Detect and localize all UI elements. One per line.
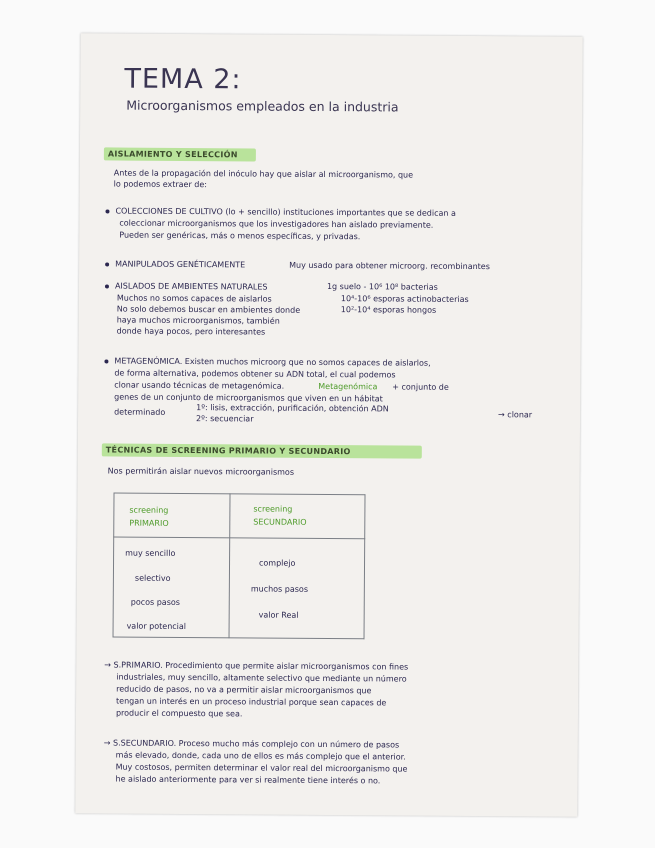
manipulados-text: Muy usado para obtener microorg. recombinantes	[289, 260, 490, 272]
metagenomica-line: de forma alternativa, podemos obtener su ADN total, el cual podemos	[114, 368, 396, 380]
screening-table	[113, 492, 366, 639]
table-cell-primario: valor potencial	[126, 621, 187, 632]
aislados-left-line: No solo debemos buscar en ambientes donde	[116, 304, 301, 315]
table-header-primario: PRIMARIO	[129, 518, 169, 528]
colecciones-line: COLECCIONES DE CULTIVO (lo + sencillo) instituciones importantes que se dedican a	[115, 206, 456, 218]
metagenomica-plus: + conjunto de	[392, 382, 449, 392]
aislados-heading: AISLADOS DE AMBIENTES NATURALES	[114, 281, 268, 292]
secundario-line: → S.SECUNDARIO. Proceso mucho más complejo con un número de pasos	[103, 738, 400, 750]
table-cell-primario: muy sencillo	[125, 548, 176, 558]
page-title: TEMA 2:	[124, 63, 242, 96]
primario-line: producir el compuesto que sea.	[115, 708, 243, 719]
section-heading-aislamiento: AISLAMIENTO Y SELECCIÓN	[107, 149, 238, 160]
table-cell-primario: selectivo	[134, 573, 171, 583]
manipulados-label: MANIPULADOS GENÉTICAMENTE	[115, 259, 246, 270]
table-header-secundario: screening	[253, 504, 293, 514]
metagenomica-step2: 2º: secuenciar	[196, 414, 254, 424]
intro-line: Antes de la propagación del inóculo hay que aislar al microorganismo, que	[113, 168, 414, 180]
table-header-secundario: SECUNDARIO	[253, 517, 307, 527]
primario-line: → S.PRIMARIO. Procedimiento que permite aislar microorganismos con fines	[104, 660, 409, 672]
secundario-line: más elevado, donde, cada uno de ellos es más complejo que el anterior.	[115, 750, 406, 762]
bullet-dot	[105, 209, 109, 213]
metagenomica-line: genes de un conjunto de microorganismos que viven en un hábitat	[114, 392, 383, 404]
primario-line: tengan un interés en un proceso industrial porque sean capaces de	[116, 696, 387, 708]
aislados-left-line: Muchos no somos capaces de aislarlos	[116, 293, 272, 304]
bullet-dot	[105, 284, 109, 288]
primario-line: reducido de pasos, no va a permitir aislar microorganismos que	[116, 684, 372, 696]
table-cell-secundario: complejo	[259, 558, 296, 568]
table-cell-secundario: valor Real	[258, 610, 299, 620]
metagenomica-line: clonar usando técnicas de metagenómica.	[114, 380, 285, 391]
metagenomica-line: METAGENÓMICA. Existen muchos microorg que no somos capaces de aislarlos,	[114, 356, 431, 368]
intro-line: lo podemos extraer de:	[113, 179, 208, 190]
section-heading-screening: TÉCNICAS DE SCREENING PRIMARIO Y SECUNDARIO	[105, 445, 351, 457]
secundario-line: Muy costosos, permiten determinar el valor real del microorganismo que	[115, 762, 408, 774]
table-cell-primario: pocos pasos	[130, 597, 180, 607]
colecciones-line: coleccionar microorganismos que los investigadores han aislado previamente.	[119, 218, 434, 230]
bullet-dot	[105, 262, 109, 266]
metagenomica-line: determinado	[114, 407, 166, 417]
primario-line: industriales, muy sencillo, altamente selectivo que mediante un número	[116, 672, 407, 684]
aislados-left-line: donde haya pocos, pero interesantes	[116, 326, 266, 337]
metagenomica-green-term: Metagenómica	[318, 381, 378, 392]
aislados-right-line: 10⁴-10⁶ esporas actinobacterias	[340, 294, 469, 304]
table-cell-secundario: muchos pasos	[250, 584, 309, 594]
page-subtitle: Microorganismos empleados en la industria	[126, 97, 399, 115]
table-header-primario: screening	[129, 505, 169, 515]
secundario-line: he aislado anteriormente para ver si realmente tiene interés o no.	[115, 774, 381, 786]
aislados-right-line: 1g suelo - 10⁶ 10⁸ bacterias	[326, 281, 438, 292]
metagenomica-step1: 1º: lisis, extracción, purificación, obtención ADN	[196, 403, 389, 414]
bullet-dot	[104, 359, 108, 363]
notebook-page	[75, 33, 582, 816]
colecciones-line: Pueden ser genéricas, más o menos específicas, y privadas.	[119, 230, 361, 242]
metagenomica-clonar: → clonar	[498, 410, 533, 420]
aislados-left-line: haya muchos microorganismos, también	[116, 315, 280, 326]
aislados-right-line: 10²-10⁴ esporas hongos	[340, 305, 437, 315]
screening-intro: Nos permitirán aislar nuevos microorganismos	[107, 466, 295, 477]
